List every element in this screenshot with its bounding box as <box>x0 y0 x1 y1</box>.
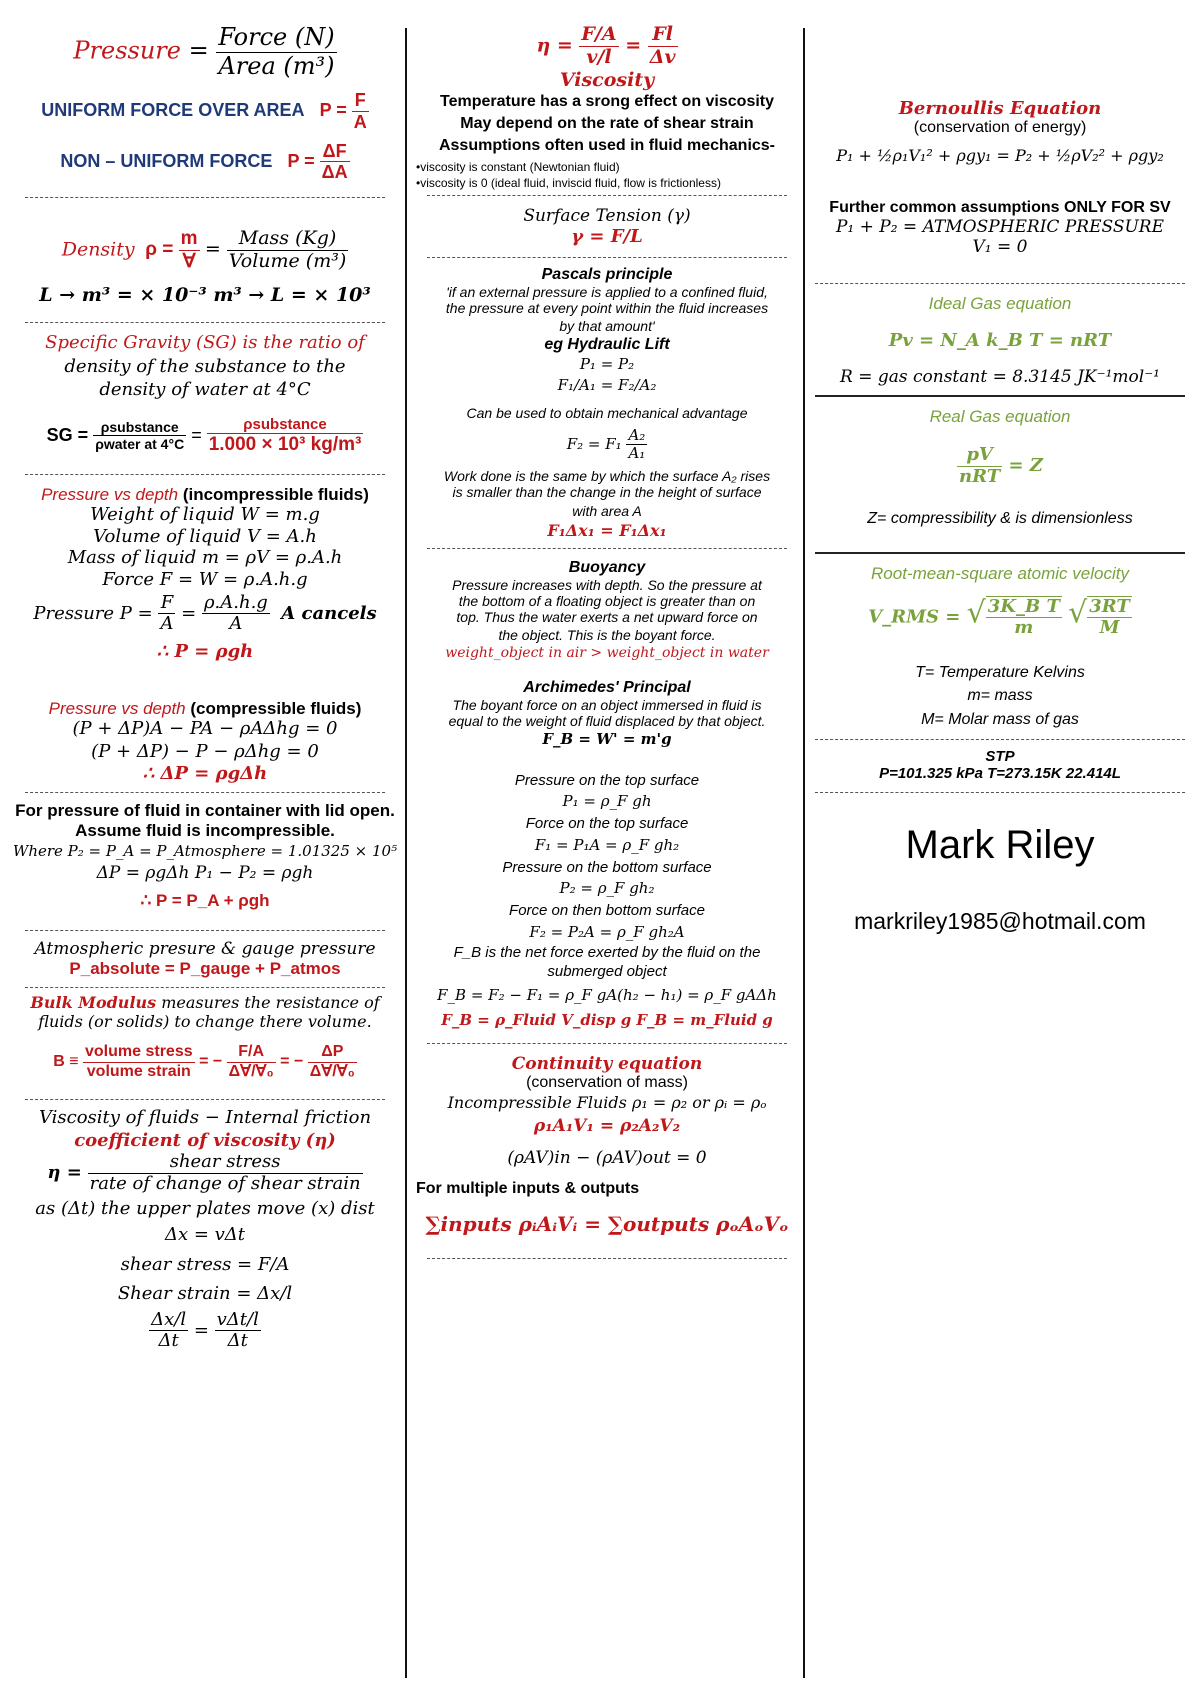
hydraulic-eqs: P₁ = P₂ F₁/A₁ = F₂/A₂ <box>557 355 657 394</box>
ideal-gas-eq: Pv = N_A k_B T = nRT <box>888 330 1112 352</box>
f2-eq: F₂ = F₁ $\frac{\text{A₂}}{\text{A₁}}$ <box>566 425 646 463</box>
divider <box>427 1258 787 1259</box>
viscosity-of-fluids: Viscosity of fluids − Internal friction coefficient of viscosity (η) η = $\frac{\text{shear stress}}{\text{rate of change of shear strain}}$ as (Δt) the upper plates move (x) dist Δx = vΔt shear stress = F/A Shear strain = Δx/l $\frac{\Delta x/l}{\Delta t}$ = $\frac{\text{vΔt/l}}{\Delta t}$ <box>35 1107 375 1352</box>
specific-gravity-eq: SG = $\frac{\text{ρsubstance}}{\text{ρwater at 4°C}}$ = $\frac{\text{ρsubstance}}{\text{1.000 × 10³ kg/m³}}$ <box>46 415 362 455</box>
pressure-formula: Pressure = $\frac{\text{Force (N)}}{\text{Area (m³)}}$ <box>73 23 335 80</box>
unit-conversion: L → m³ = × 10⁻³ m³ → L = × 10³ <box>39 283 371 306</box>
surface-tension-eq: γ = F/L <box>571 225 643 247</box>
nonuniform-force-row: NON – UNIFORM FORCE P = $\frac{\Delta F}{\Delta A}$ <box>60 140 348 183</box>
stp-values: P=101.325 kPa T=273.15K 22.414L <box>879 764 1121 782</box>
viscosity-title: Viscosity <box>559 68 655 91</box>
archimedes-text: The boyant force on an object immersed in fluid is equal to the weight of fluid displaced by that object. <box>448 697 766 730</box>
bulk-modulus-desc: Bulk Modulus measures the resistance of <box>30 993 380 1013</box>
author-email[interactable]: markriley1985@hotmail.com <box>854 907 1146 934</box>
stp-title: STP <box>985 747 1015 765</box>
work-eq: F₁Δx₁ = F₁Δx₁ <box>547 520 667 540</box>
uniform-force-row: UNIFORM FORCE OVER AREA P = $\frac{F}{A}$ <box>41 90 367 132</box>
column-middle: η = $\frac{F/A}{v/l}$ = $\frac{Fl}{\Delta v}$ Viscosity Temperature has a srong effect on viscosity May depend on the rate of shear strain Assumptions often used in fluid mechanics- •viscosity is constant (Newtonian fluid) •viscosity is 0 (ideal fluid, inviscid fluid, flow is frictionless) Surface Tension (γ) γ = F/L Pascals principle 'if an external pressure is applied to a confined fluid, the pressure at every point within the fluid increases by that amount' eg Hydraulic Lift P₁ = P₂ F₁/A₁ = F₂/A₂ Can be used to obtain mechanical advantage F₂ = F₁ $\frac{\text{A₂}}{\text{A₁}}$ Work done is the same by which the surface A₂ rises is smaller than the change in the height of surface with area A F₁Δx₁ = F₁Δx₁ Buoyancy Pressure increases with depth. So the pressure at the bottom of a floating object is greater than on top. Thus the water exerts a net upward force on the object. This is the boyant force. weight_object in air > weight_object in water Archimedes' Principal The boyant force on an object immersed in fluid is equal to the weight of fluid displaced by that object. F_B = W' = m'g Pressure on the top surface P₁ = ρ_F gh Force on the top surface F₁ = P₁A = ρ_F gh₂ Pressure on the bottom surface P₂ = ρ_F gh₂ Force on then bottom surface F₂ = P₂A = ρ_F gh₂A F_B is the net force exerted by the fluid on the submerged object F_B = F₂ − F₁ = ρ_F gA(h₂ − h₁) = ρ_F gAΔh F_B = ρ_Fluid V_disp g F_B = m_Fluid g Continuity equation (conservation of mass) Incompressible Fluids ρ₁ = ρ₂ or ρᵢ = ρₒ ρ₁A₁V₁ = ρ₂A₂V₂ (ρAV)in − (ρAV)out = 0 For multiple inputs & outputs ∑inputs ρᵢAᵢVᵢ = ∑outputs ρₒAₒVₒ <box>412 0 802 1259</box>
bulk-modulus-eq: B ≡ $\frac{\text{volume stress}}{\text{volume strain}}$ = − $\frac{F/A}{\text{Δ∀/∀₀}}$ = − $\frac{\Delta P}{\text{Δ∀/∀₀}}$ <box>53 1043 355 1080</box>
pascal-title: Pascals principle <box>541 265 673 283</box>
pvd-incompressible-eqs: Weight of liquid W = m.g Volume of liquid V = A.h Mass of liquid m = ρV = ρ.A.h Force F = W = ρ.A.h.g Pressure P = $\frac{F}{A}$ = $\frac{\rho.A.h.g}{A}$ A cancels ∴ P = ρgh <box>33 504 377 663</box>
density-formula: Density ρ = $\frac{m}{\forall}$ = $\frac{\text{Mass (Kg)}}{\text{Volume (m³)}}$ <box>61 226 347 272</box>
atmospheric-title: Atmospheric presure & gauge pressure <box>34 939 376 960</box>
work-done-note: Work done is the same by which the surface A₂ rises is smaller than the change in the height of surface with area A <box>443 468 771 519</box>
column-divider-2 <box>803 28 805 1678</box>
gas-constant: R = gas constant = 8.3145 JK⁻¹mol⁻¹ <box>840 367 1160 388</box>
real-gas-title: Real Gas equation <box>929 407 1071 427</box>
continuity-eq: ρ₁A₁V₁ = ρ₂A₂V₂ <box>533 1116 681 1137</box>
rms-eq: V_RMS = √ $\frac{\text{3K\_B T}}{m}$ √ $\frac{3RT}{M}$ <box>868 595 1130 639</box>
column-left: Pressure = $\frac{\text{Force (N)}}{\text{Area (m³)}}$ UNIFORM FORCE OVER AREA P = $\frac{F}{A}$ NON – UNIFORM FORCE P = $\frac{\Delta F}{\Delta A}$ Density ρ = $\frac{m}{\forall}$ = $\frac{\text{Mass (Kg)}}{\text{Volume (m³)}}$ L → m³ = × 10⁻³ m³ → L = × 10³ Specific Gravity (SG) is the ratio of density of the substance to the density of water at 4°C SG = $\frac{\text{ρsubstance}}{\text{ρwater at 4°C}}$ = $\frac{\text{ρsubstance}}{\text{1.000 × 10³ kg/m³}}$ Pressure vs depth (incompressible fluids) Weight of liquid W = m.g Volume of liquid V = A.h Mass of liquid m = ρV = ρ.A.h Force F = W = ρ.A.h.g Pressure P = $\frac{F}{A}$ = $\frac{\rho.A.h.g}{A}$ A cancels ∴ P = ρgh Pressure vs depth (compressible fluids) (P + ΔP)A − PA − ρAΔhg = 0 (P + ΔP) − P − ρΔhg = 0 ∴ ΔP = ρgΔh For pressure of fluid in container with lid open. Assume fluid is incompressible. Where P₂ = P_A = P_Atmosphere = 1.01325 × 10⁵ ΔP = ρgΔh P₁ − P₂ = ρgh ∴ P = P_A + ρgh Atmospheric presure & gauge pressure P_absolute = P_gauge + P_atmos Bulk Modulus measures the resistance of fluids (or solids) to change there volume. B ≡ $\frac{\text{volume stress}}{\text{volume strain}}$ = − $\frac{F/A}{\text{Δ∀/∀₀}}$ = − $\frac{\Delta P}{\text{Δ∀/∀₀}}$ Viscosity of fluids − Internal friction coefficient of viscosity (η) η = $\frac{\text{shear stress}}{\text{rate of change of shear strain}}$ as (Δt) the upper plates move (x) dist Δx = vΔt shear stress = F/A Shear strain = Δx/l $\frac{\Delta x/l}{\Delta t}$ = $\frac{\text{vΔt/l}}{\Delta t}$ <box>8 0 402 1352</box>
pvd-compressible-title: Pressure vs depth (compressible fluids) <box>48 698 362 718</box>
continuity-title: Continuity equation <box>511 1054 703 1075</box>
lid-open-section: For pressure of fluid in container with lid open. Assume fluid is incompressible. Where P₂ = P_A = P_Atmosphere = 1.01325 × 10⁵ ΔP = ρgΔh P₁ − P₂ = ρgh ∴ P = P_A + ρgh <box>12 800 398 910</box>
buoyancy-title: Buoyancy <box>568 558 646 576</box>
column-right: Bernoullis Equation (conservation of energy) P₁ + ½ρ₁V₁² + ρgy₁ = P₂ + ½ρV₂² + ρgy₂ Further common assumptions ONLY FOR SV P₁ + P₂ = ATMOSPHERIC PRESSURE V₁ = 0 Ideal Gas equation Pv = N_A k_B T = nRT R = gas constant = 8.3145 JK⁻¹mol⁻¹ Real Gas equation $\frac{pV}{\text{nRT}}$ = Z Z= compressibility & is dimensionless Root-mean-square atomic velocity V_RMS = √ $\frac{\text{3K\_B T}}{m}$ √ $\frac{3RT}{M}$ T= Temperature Kelvins m= mass M= Molar mass of gas STP P=101.325 kPa T=273.15K 22.414L Mark Riley markriley1985@hotmail.com <box>808 0 1192 935</box>
ideal-gas-title: Ideal Gas equation <box>928 294 1072 314</box>
pvd-compressible-eqs: (P + ΔP)A − PA − ρAΔhg = 0 (P + ΔP) − P − ρΔhg = 0 ∴ ΔP = ρgΔh <box>72 718 338 785</box>
archimedes-title: Archimedes' Principal <box>523 679 691 697</box>
pvd-incompressible-title: Pressure vs depth (incompressible fluids) <box>41 484 369 504</box>
author-name: Mark Riley <box>905 822 1095 867</box>
atmospheric-eq: P_absolute = P_gauge + P_atmos <box>69 959 341 979</box>
buoyancy-text: Pressure increases with depth. So the pressure at the bottom of a floating object is greater than on top. Thus the water exerts a net upward force on the object. This is the boyant force. <box>452 576 762 644</box>
buoyancy-eq: weight_object in air > weight_object in water <box>445 645 769 662</box>
specific-gravity-desc: Specific Gravity (SG) is the ratio of density of the substance to the density of water at 4°C <box>45 332 365 401</box>
buoyant-derivation: Pressure on the top surface P₁ = ρ_F gh Force on the top surface F₁ = P₁A = ρ_F gh₂ Pressure on the bottom surface P₂ = ρ_F gh₂ Force on then bottom surface F₂ = P₂A = ρ_F gh₂A F_B is the net force exerted by the fluid on the submerged object F_B = F₂ − F₁ = ρ_F gA(h₂ − h₁) = ρ_F gAΔh F_B = ρ_Fluid V_disp g F_B = m_Fluid g <box>437 771 777 1029</box>
surface-tension-title: Surface Tension (γ) <box>523 205 691 226</box>
archimedes-eq: F_B = W' = m'g <box>542 729 672 748</box>
viscosity-notes: Temperature has a srong effect on viscosity May depend on the rate of shear strain Assumptions often used in fluid mechanics- <box>438 92 776 155</box>
viscosity-assumptions: •viscosity is constant (Newtonian fluid) •viscosity is 0 (ideal fluid, inviscid fluid, flow is frictionless) <box>416 159 721 191</box>
bernoulli-eq: P₁ + ½ρ₁V₁² + ρgy₁ = P₂ + ½ρV₂² + ρgy₂ <box>836 146 1164 165</box>
viscosity-eq: η = $\frac{F/A}{v/l}$ = $\frac{Fl}{\Delta v}$ <box>536 23 676 68</box>
pascal-quote: 'if an external pressure is applied to a confined fluid, the pressure at every point within the fluid increases by that amount' <box>445 283 769 335</box>
real-gas-eq: $\frac{pV}{\text{nRT}}$ = Z <box>959 444 1043 488</box>
rms-legend: T= Temperature Kelvins m= mass M= Molar mass of gas <box>915 664 1085 728</box>
bernoulli-title: Bernoullis Equation <box>898 98 1102 119</box>
rms-title: Root-mean-square atomic velocity <box>871 563 1129 583</box>
sum-eq: ∑inputs ρᵢAᵢVᵢ = ∑outputs ρₒAₒVₒ <box>425 1212 789 1237</box>
column-divider-1 <box>405 28 407 1678</box>
